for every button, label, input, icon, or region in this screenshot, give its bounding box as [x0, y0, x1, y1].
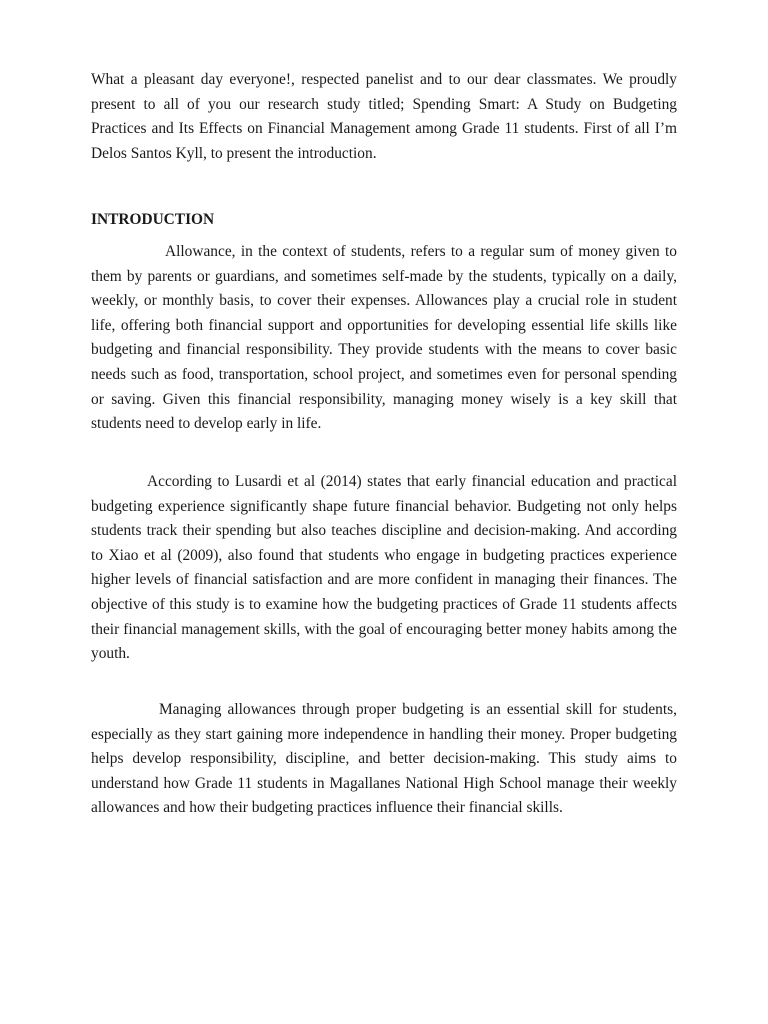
body-paragraph-3: Managing allowances through proper budgeting is an essential skill for students, especially as they start gaining more independence in handling their money. Proper budgeting helps develop responsibility, discipline, and better decision-making. This study aims to understand how Grade 11 students in Magallanes National High School manage their weekly allowances and how their budgeting practices influence their financial skills. — [91, 701, 677, 817]
body-paragraph-1: Allowance, in the context of students, refers to a regular sum of money given to them by parents or guardians, and sometimes self-made by the students, typically on a daily, weekly, or monthly basis, to cover their expenses. Allowances play a crucial role in student life, offering both financial support and opportunities for developing essential life skills like budgeting and financial responsibility. They provide students with the means to cover basic needs such as food, transportation, school project, and sometimes even for personal spending or saving. Given this financial responsibility, managing money wisely is a key skill that students need to develop early in life. — [91, 243, 677, 433]
section-heading: INTRODUCTION — [91, 211, 215, 228]
greeting-paragraph: What a pleasant day everyone!, respected panelist and to our dear classmates. We proudly present to all of you our research study titled; Spending Smart: A Study on Budgeting Practices and Its Effects on Financial Management among Grade 11 students. First of all I’m Delos Santos Kyll, to present the introduction. — [91, 71, 677, 162]
body-paragraph-2: According to Lusardi et al (2014) states that early financial education and practical budgeting experience significantly shape future financial behavior. Budgeting not only helps students track their spending but also teaches discipline and decision-making. And according to Xiao et al (2009), also found that students who engage in budgeting practices experience higher levels of financial satisfaction and are more confident in managing their finances. The objective of this study is to examine how the budgeting practices of Grade 11 students affects their financial management skills, with the goal of encouraging better money habits among the youth. — [91, 473, 677, 663]
